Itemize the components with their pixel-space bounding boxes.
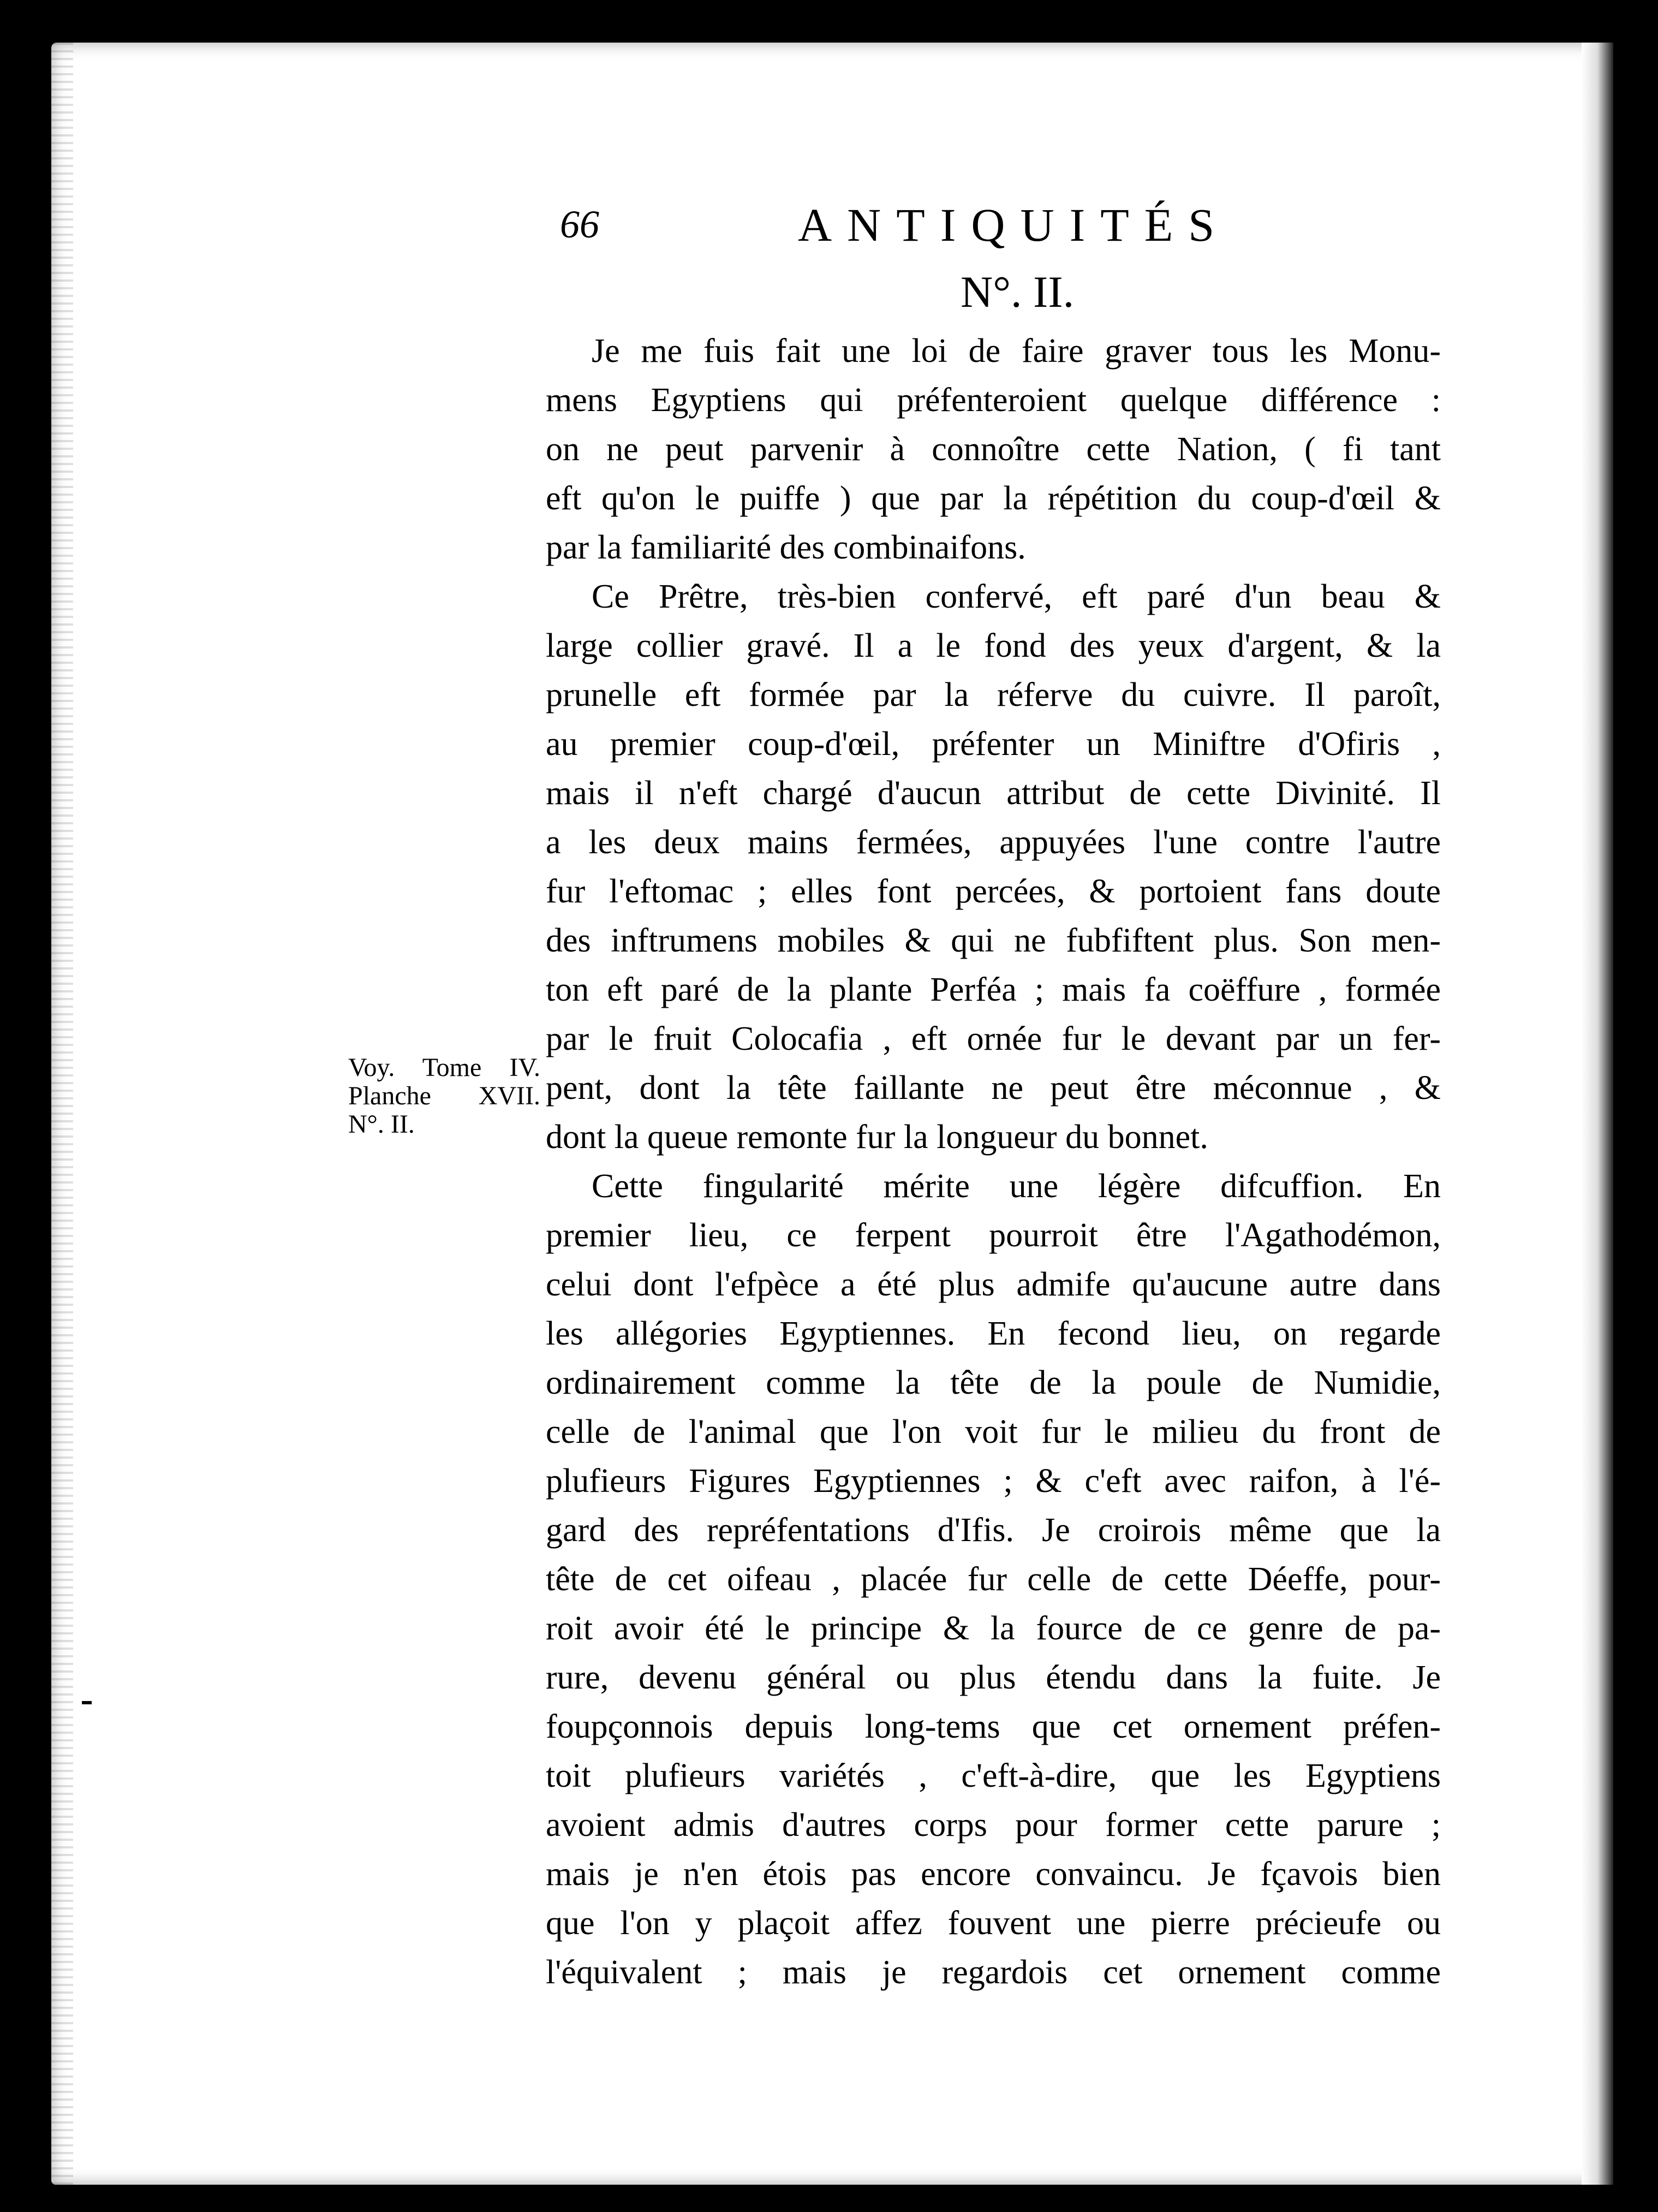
text-line: que l'on y plaçoit affez fouvent une pierre précieufe ou: [546, 1905, 1441, 1942]
text-line: dont la queue remonte fur la longueur du bonnet.: [546, 1119, 1208, 1156]
text-line: avoient admis d'autres corps pour former cette parure ;: [546, 1806, 1441, 1844]
text-line: mais il n'eft chargé d'aucun attribut de cette Divinité. Il: [546, 775, 1441, 812]
text-line: tête de cet oifeau , placée fur celle de cette Déeffe, pour-: [546, 1561, 1441, 1598]
text-line: pent, dont la tête faillante ne peut être méconnue , &: [546, 1069, 1441, 1107]
text-line: Cette fingularité mérite une légère difcuffion. En: [592, 1168, 1441, 1205]
margin-note-line: N°. II.: [348, 1110, 415, 1139]
margin-note: [348, 1054, 540, 1139]
text-line: des inftrumens mobiles & qui ne fubfiftent plus. Son men-: [546, 922, 1441, 959]
text-line: Ce Prêtre, très-bien confervé, eft paré d'un beau &: [592, 578, 1441, 615]
text-line: a les deux mains fermées, appuyées l'une contre l'autre: [546, 824, 1441, 861]
text-line: premier lieu, ce ferpent pourroit être l'Agathodémon,: [546, 1217, 1441, 1254]
text-line: roit avoir été le principe & la fource de ce genre de pa-: [546, 1610, 1441, 1647]
section-number: N°. II.: [961, 267, 1075, 317]
text-line: large collier gravé. Il a le fond des yeux d'argent, & la: [546, 627, 1441, 664]
text-line: ordinairement comme la tête de la poule de Numidie,: [546, 1364, 1441, 1401]
page-left-edge: [51, 43, 73, 2185]
text-line: au premier coup-d'œil, préfenter un Miniftre d'Ofiris ,: [546, 726, 1441, 763]
text-line: rure, devenu général ou plus étendu dans la fuite. Je: [546, 1659, 1441, 1696]
page-number: 66: [560, 203, 599, 246]
text-line: celle de l'animal que l'on voit fur le milieu du front de: [546, 1413, 1441, 1450]
text-line: par la familiarité des combinaifons.: [546, 529, 1026, 566]
text-line: eft qu'on le puiffe ) que par la répétition du coup-d'œil &: [546, 480, 1441, 517]
scan-speck: [82, 1701, 92, 1704]
text-line: toit plufieurs variétés , c'eft-à-dire, que les Egyptiens: [546, 1757, 1441, 1794]
text-line: fur l'eftomac ; elles font percées, & portoient fans doute: [546, 873, 1441, 910]
text-line: plufieurs Figures Egyptiennes ; & c'eft avec raifon, à l'é-: [546, 1462, 1441, 1500]
text-line: mais je n'en étois pas encore convaincu. Je fçavois bien: [546, 1856, 1441, 1893]
running-title: ANTIQUITÉS: [798, 199, 1230, 251]
margin-note-line: Voy. Tome IV.: [348, 1053, 540, 1082]
text-line: foupçonnois depuis long-tems que cet ornement préfen-: [546, 1708, 1441, 1745]
body-text: [546, 326, 1441, 1997]
page-right-edge: [1582, 43, 1613, 2185]
text-line: gard des repréfentations d'Ifis. Je croirois même que la: [546, 1512, 1441, 1549]
text-line: on ne peut parvenir à connoître cette Nation, ( fi tant: [546, 431, 1441, 468]
text-line: prunelle eft formée par la réferve du cuivre. Il paroît,: [546, 676, 1441, 713]
text-line: ton eft paré de la plante Perféa ; mais fa coëffure , formée: [546, 971, 1441, 1008]
text-line: l'équivalent ; mais je regardois cet ornement comme: [546, 1954, 1441, 1991]
text-line: mens Egyptiens qui préfenteroient quelque différence :: [546, 382, 1441, 419]
text-line: Je me fuis fait une loi de faire graver tous les Monu-: [592, 332, 1441, 370]
running-head: [546, 198, 1321, 258]
text-line: celui dont l'efpèce a été plus admife qu'aucune autre dans: [546, 1266, 1441, 1303]
margin-note-line: Planche XVII.: [348, 1081, 540, 1110]
text-line: les allégories Egyptiennes. En fecond lieu, on regarde: [546, 1315, 1441, 1352]
text-line: par le fruit Colocafia , eft ornée fur le devant par un fer-: [546, 1020, 1441, 1057]
